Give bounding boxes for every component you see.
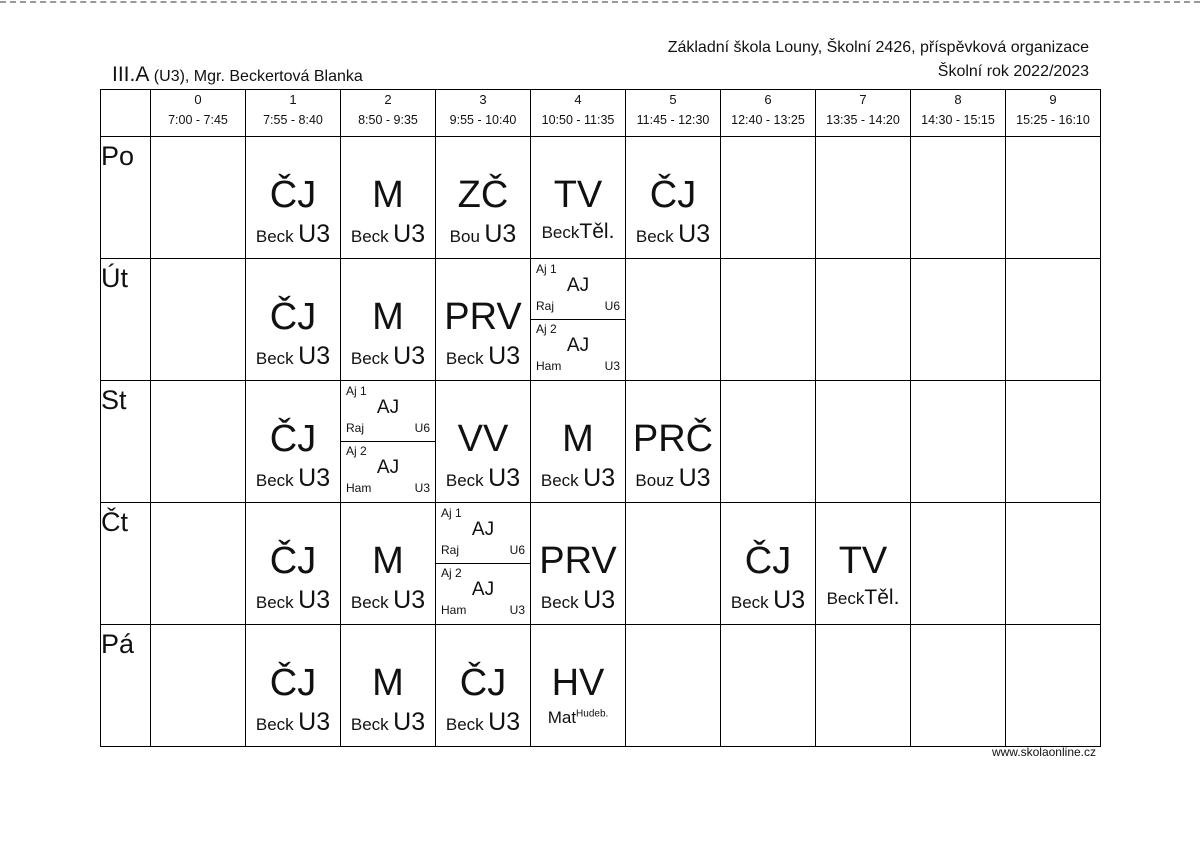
corner-cell: [101, 90, 151, 137]
subject-abbr: ČJ: [744, 540, 792, 582]
group-name: Aj 2: [536, 322, 557, 336]
lesson-details: [533, 220, 623, 244]
lesson-cell: [721, 503, 816, 625]
teacher-abbr: Beck: [540, 471, 579, 490]
teacher-abbr: Ham: [346, 481, 372, 495]
room-code: U3: [298, 586, 331, 614]
group-lesson: [341, 441, 435, 501]
teacher-abbr: Beck: [350, 593, 389, 612]
lesson-cell: [341, 625, 436, 747]
lesson-cell: [911, 381, 1006, 503]
subject-abbr: ZČ: [457, 174, 509, 216]
teacher-abbr: Beck: [445, 349, 484, 368]
lesson: [341, 259, 435, 380]
day-row: [101, 381, 1101, 503]
teacher-abbr: Beck: [255, 471, 294, 490]
period-time: 10:50 - 11:35: [541, 113, 615, 127]
lesson-cell: [816, 503, 911, 625]
period-header: [911, 90, 1006, 137]
lesson: [436, 625, 530, 746]
subject-abbr: PRV: [539, 540, 617, 582]
subject-abbr: AJ: [376, 457, 400, 478]
teacher-abbr: Beck: [255, 227, 294, 246]
period-header: [531, 90, 626, 137]
lesson-details: [438, 342, 528, 371]
lesson-cell: [436, 381, 531, 503]
lesson-details: [438, 464, 528, 493]
room-code: U3: [488, 464, 521, 492]
day-name: Pá: [101, 629, 135, 659]
lesson-cell: [151, 137, 246, 259]
teacher-abbr: Beck: [540, 593, 579, 612]
subject-abbr: ČJ: [649, 174, 697, 216]
lesson-cell: [911, 503, 1006, 625]
room-code: U3: [414, 481, 430, 495]
lesson-cell: [1006, 503, 1101, 625]
period-header: [246, 90, 341, 137]
teacher-abbr: Beck: [350, 227, 389, 246]
subject-abbr: M: [372, 296, 404, 338]
period-header: [151, 90, 246, 137]
lesson: [816, 503, 910, 624]
group-lesson: [531, 319, 625, 379]
day-name: St: [101, 385, 127, 415]
lesson-cell: [531, 503, 626, 625]
period-header: [721, 90, 816, 137]
subject-abbr: M: [372, 662, 404, 704]
day-label: [101, 625, 151, 747]
split-lesson: [436, 503, 530, 624]
room-code: U3: [509, 603, 525, 617]
lesson: [531, 137, 625, 258]
lesson-cell: [341, 503, 436, 625]
lesson-details: [438, 220, 528, 249]
timetable: [100, 89, 1101, 747]
subject-abbr: TV: [838, 540, 888, 582]
split-lesson: [341, 381, 435, 502]
lesson-details: [533, 464, 623, 493]
lesson: [341, 503, 435, 624]
room-code: U3: [298, 464, 331, 492]
room-code: U3: [773, 586, 806, 614]
period-time: 9:55 - 10:40: [449, 113, 517, 127]
group-name: Aj 1: [536, 262, 557, 276]
teacher-abbr: Raj: [346, 421, 365, 435]
room-code: U3: [678, 220, 711, 248]
lesson-cell: [911, 259, 1006, 381]
lesson-cell: [721, 259, 816, 381]
subject-abbr: AJ: [566, 275, 590, 296]
group-lesson: [436, 503, 530, 564]
subject-abbr: AJ: [471, 579, 495, 600]
teacher-abbr: Beck: [255, 349, 294, 368]
day-row: [101, 259, 1101, 381]
lesson-cell: [246, 503, 341, 625]
lesson-cell: [626, 259, 721, 381]
room-code: U6: [509, 543, 525, 557]
room-code: U3: [393, 586, 426, 614]
lesson-details: [248, 586, 338, 615]
room-code: U3: [298, 220, 331, 248]
period-time: 12:40 - 13:25: [731, 113, 805, 127]
period-number: 0: [194, 92, 202, 107]
class-title: [112, 63, 363, 87]
room-code: U3: [604, 359, 620, 373]
lesson: [246, 259, 340, 380]
lesson-cell: [531, 381, 626, 503]
lesson-cell: [436, 625, 531, 747]
subject-abbr: ČJ: [269, 662, 317, 704]
period-time: 7:00 - 7:45: [168, 113, 228, 127]
subject-abbr: M: [372, 540, 404, 582]
teacher-abbr: Beck: [255, 715, 294, 734]
lesson-cell: [1006, 381, 1101, 503]
day-name: Čt: [101, 507, 128, 537]
day-row: [101, 503, 1101, 625]
lesson: [531, 381, 625, 502]
lesson: [531, 625, 625, 746]
lesson: [626, 137, 720, 258]
lesson-cell: [626, 503, 721, 625]
lesson-cell: [436, 259, 531, 381]
period-header: [626, 90, 721, 137]
teacher-abbr: Raj: [441, 543, 460, 557]
group-lesson: [531, 259, 625, 320]
room-code: U6: [604, 299, 620, 313]
period-number: 4: [574, 92, 582, 107]
group-name: Aj 2: [441, 566, 462, 580]
lesson-cell: [626, 381, 721, 503]
day-label: [101, 259, 151, 381]
lesson-cell: [721, 381, 816, 503]
lesson-cell: [436, 137, 531, 259]
period-number: 2: [384, 92, 392, 107]
lesson-details: [533, 708, 623, 728]
teacher-abbr: Beck: [350, 715, 389, 734]
lesson: [341, 137, 435, 258]
lesson: [246, 503, 340, 624]
subject-abbr: PRV: [444, 296, 522, 338]
lesson-details: [248, 464, 338, 493]
lesson-cell: [246, 381, 341, 503]
group-lesson: [341, 381, 435, 442]
teacher-abbr: Beck: [730, 593, 769, 612]
lesson-details: [818, 586, 908, 610]
subject-abbr: HV: [551, 662, 605, 704]
period-time: 14:30 - 15:15: [921, 113, 995, 127]
group-name: Aj 1: [346, 384, 367, 398]
lesson-cell: [341, 381, 436, 503]
period-time: 7:55 - 8:40: [263, 113, 323, 127]
room-code: U6: [414, 421, 430, 435]
lesson-cell: [436, 503, 531, 625]
period-number: 1: [289, 92, 297, 107]
subject-abbr: VV: [457, 418, 509, 460]
period-number: 9: [1049, 92, 1057, 107]
lesson-cell: [341, 137, 436, 259]
lesson-cell: [1006, 259, 1101, 381]
room-code: Hudeb.: [576, 708, 609, 720]
lesson-cell: [816, 259, 911, 381]
lesson: [246, 625, 340, 746]
teacher-abbr: Beck: [350, 349, 389, 368]
period-number: 5: [669, 92, 677, 107]
school-name: Základní škola Louny, Školní 2426, příspěvková organizace: [667, 39, 1089, 56]
lesson-cell: [531, 259, 626, 381]
teacher-abbr: Beck: [255, 593, 294, 612]
split-lesson: [531, 259, 625, 380]
teacher-abbr: Bou: [449, 227, 480, 246]
day-label: [101, 503, 151, 625]
lesson-cell: [626, 137, 721, 259]
teacher-abbr: Ham: [536, 359, 562, 373]
teacher-abbr: Beck: [635, 227, 674, 246]
day-name: Út: [101, 263, 128, 293]
period-number: 3: [479, 92, 487, 107]
lesson: [531, 503, 625, 624]
period-time: 8:50 - 9:35: [358, 113, 418, 127]
lesson-cell: [816, 137, 911, 259]
lesson-cell: [531, 137, 626, 259]
lesson: [341, 625, 435, 746]
lesson-cell: [151, 503, 246, 625]
period-number: 6: [764, 92, 772, 107]
period-time: 13:35 - 14:20: [826, 113, 900, 127]
subject-abbr: PRČ: [632, 418, 714, 460]
room-code: U3: [298, 342, 331, 370]
lesson-cell: [246, 137, 341, 259]
room-code: Těl.: [579, 220, 615, 243]
period-header: [341, 90, 436, 137]
lesson-details: [248, 220, 338, 249]
school-year: Školní rok 2022/2023: [937, 63, 1089, 80]
lesson-cell: [151, 259, 246, 381]
lesson-details: [343, 220, 433, 249]
subject-abbr: M: [562, 418, 594, 460]
lesson-cell: [1006, 625, 1101, 747]
lesson-details: [533, 586, 623, 615]
teacher-abbr: Beck: [445, 471, 484, 490]
lesson: [246, 137, 340, 258]
day-row: [101, 137, 1101, 259]
group-lesson: [436, 563, 530, 623]
group-name: Aj 2: [346, 444, 367, 458]
lesson: [436, 137, 530, 258]
lesson-details: [628, 220, 718, 249]
subject-abbr: ČJ: [269, 540, 317, 582]
lesson-details: [438, 708, 528, 737]
teacher-abbr: Bouz: [635, 471, 675, 490]
period-number: 8: [954, 92, 962, 107]
lesson-details: [343, 586, 433, 615]
lesson-cell: [816, 625, 911, 747]
lesson-cell: [721, 137, 816, 259]
subject-abbr: AJ: [471, 519, 495, 540]
day-row: [101, 625, 1101, 747]
teacher-abbr: Mat: [547, 708, 577, 727]
lesson-cell: [341, 259, 436, 381]
footer-source: www.skolaonline.cz: [991, 745, 1096, 759]
lesson: [721, 503, 815, 624]
lesson-cell: [911, 625, 1006, 747]
period-header: [436, 90, 531, 137]
teacher-abbr: Beck: [826, 589, 865, 608]
lesson-cell: [151, 625, 246, 747]
lesson-details: [628, 464, 718, 493]
lesson-details: [343, 342, 433, 371]
subject-abbr: AJ: [376, 397, 400, 418]
subject-abbr: M: [372, 174, 404, 216]
room-code: U3: [488, 342, 521, 370]
page-top-dashed-line: [0, 1, 1200, 3]
class-name: III.A: [112, 63, 150, 86]
lesson-details: [248, 708, 338, 737]
room-code: U3: [583, 464, 616, 492]
room-code: U3: [393, 220, 426, 248]
subject-abbr: ČJ: [269, 296, 317, 338]
teacher-abbr: Beck: [541, 223, 580, 242]
day-name: Po: [101, 141, 135, 171]
group-name: Aj 1: [441, 506, 462, 520]
room-code: U3: [393, 708, 426, 736]
room-code: U3: [484, 220, 517, 248]
lesson: [436, 381, 530, 502]
lesson-cell: [1006, 137, 1101, 259]
lesson-cell: [626, 625, 721, 747]
teacher-abbr: Beck: [445, 715, 484, 734]
header-row: [101, 90, 1101, 137]
room-code: U3: [298, 708, 331, 736]
subject-abbr: TV: [553, 174, 603, 216]
lesson-cell: [246, 625, 341, 747]
lesson-cell: [816, 381, 911, 503]
period-time: 15:25 - 16:10: [1016, 113, 1090, 127]
lesson-cell: [721, 625, 816, 747]
period-header: [816, 90, 911, 137]
lesson-details: [723, 586, 813, 615]
room-code: U3: [488, 708, 521, 736]
teacher-abbr: Ham: [441, 603, 467, 617]
subject-abbr: ČJ: [459, 662, 507, 704]
subject-abbr: AJ: [566, 335, 590, 356]
lesson-details: [343, 708, 433, 737]
subject-abbr: ČJ: [269, 418, 317, 460]
lesson-cell: [151, 381, 246, 503]
room-code: Těl.: [864, 586, 900, 609]
room-code: U3: [583, 586, 616, 614]
lesson: [436, 259, 530, 380]
lesson-cell: [911, 137, 1006, 259]
room-code: U3: [393, 342, 426, 370]
day-label: [101, 137, 151, 259]
lesson: [246, 381, 340, 502]
room-code: U3: [678, 464, 711, 492]
period-number: 7: [859, 92, 867, 107]
subject-abbr: ČJ: [269, 174, 317, 216]
teacher-abbr: Raj: [536, 299, 555, 313]
period-header: [1006, 90, 1101, 137]
lesson-cell: [531, 625, 626, 747]
lesson-cell: [246, 259, 341, 381]
class-teacher: (U3), Mgr. Beckertová Blanka: [149, 68, 363, 85]
lesson-details: [248, 342, 338, 371]
lesson: [626, 381, 720, 502]
period-time: 11:45 - 12:30: [636, 113, 710, 127]
day-label: [101, 381, 151, 503]
